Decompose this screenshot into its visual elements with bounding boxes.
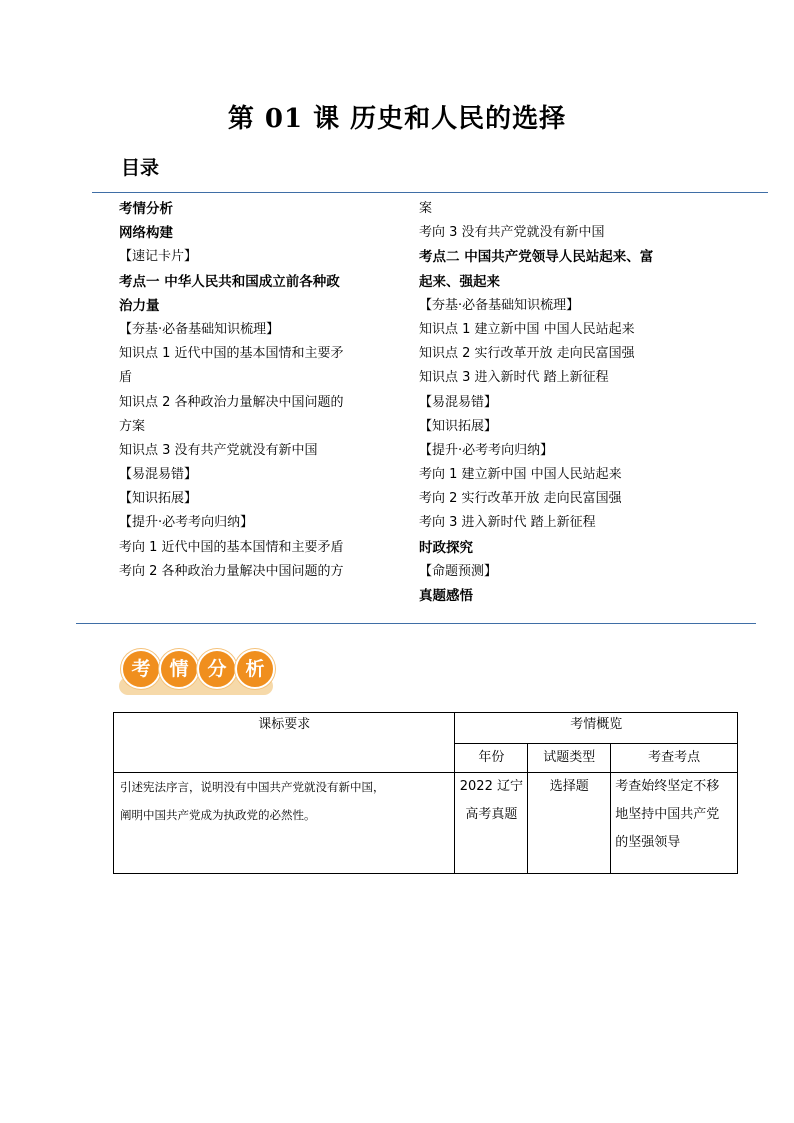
header-curriculum-requirement: 课标要求	[114, 713, 455, 773]
toc-entry[interactable]: 起来、强起来	[419, 273, 500, 290]
badge-char-2: 情	[159, 649, 199, 689]
toc-entry[interactable]: 【易混易错】	[119, 467, 198, 483]
exam-point-line-3: 的坚强领导	[615, 835, 681, 850]
toc-heading: 目录	[121, 157, 160, 179]
toc-right-column	[419, 197, 687, 608]
toc-entry[interactable]: 真题感悟	[419, 588, 473, 604]
toc-entry[interactable]: 知识点 3 进入新时代 踏上新征程	[419, 370, 609, 386]
toc-bottom-divider	[76, 623, 756, 624]
requirement-line-1: 引述宪法序言，说明没有中国共产党就没有新中国，	[120, 780, 385, 794]
toc-entry[interactable]: 知识点 1 近代中国的基本国情和主要矛	[119, 346, 344, 362]
toc-entry[interactable]: 【命题预测】	[419, 563, 498, 579]
toc-entry[interactable]: 考向 3 没有共产党就没有新中国	[419, 225, 605, 241]
badge-char-1: 考	[121, 649, 161, 689]
toc-entry[interactable]: 案	[419, 201, 433, 216]
exam-point-cell	[611, 773, 738, 874]
toc-entry[interactable]: 考向 2 各种政治力量解决中国问题的方	[119, 563, 344, 579]
toc-entry[interactable]: 【知识拓展】	[419, 418, 498, 434]
section-badge-exam-analysis	[119, 647, 277, 699]
toc-entry[interactable]: 【提升·必考考向归纳】	[419, 442, 554, 458]
requirement-line-2: 阐明中国共产党成为执政党的必然性。	[120, 808, 316, 822]
exam-point-line-2: 地坚持中国共产党	[615, 807, 720, 822]
toc-entry[interactable]: 方案	[119, 418, 146, 434]
toc-entry[interactable]: 时政探究	[419, 539, 473, 556]
toc-entry[interactable]: 考向 2 实行改革开放 走向民富国强	[419, 491, 622, 507]
subheader-question-type: 试题类型	[528, 744, 611, 773]
toc-entry[interactable]: 考向 1 建立新中国 中国人民站起来	[419, 467, 622, 483]
year-cell	[455, 773, 528, 874]
toc-entry[interactable]: 盾	[119, 370, 133, 386]
toc-entry[interactable]: 【速记卡片】	[119, 249, 198, 265]
badge-char-3: 分	[197, 649, 237, 689]
toc-entry[interactable]: 【夯基·必备基础知识梳理】	[119, 321, 280, 337]
toc-entry[interactable]: 治力量	[119, 297, 160, 314]
badge-char-4: 析	[235, 649, 275, 689]
exam-point-line-1: 考查始终坚定不移	[615, 779, 720, 794]
header-exam-overview: 考情概览	[455, 713, 738, 744]
toc-entry[interactable]: 知识点 3 没有共产党就没有新中国	[119, 442, 318, 458]
subheader-exam-point: 考查考点	[611, 744, 738, 773]
toc-entry[interactable]: 考点一 中华人民共和国成立前各种政	[119, 273, 340, 290]
toc-entry[interactable]: 网络构建	[119, 225, 173, 242]
exam-analysis-table	[113, 712, 738, 874]
toc-entry[interactable]: 【提升·必考考向归纳】	[119, 515, 254, 531]
page-title: 第 01 课 历史和人民的选择	[227, 104, 567, 134]
toc-entry[interactable]: 知识点 1 建立新中国 中国人民站起来	[419, 321, 635, 337]
question-type-cell: 选择题	[528, 773, 611, 874]
toc-entry[interactable]: 【知识拓展】	[119, 491, 198, 507]
year-line-2: 高考真题	[465, 807, 518, 822]
year-line-1: 2022 辽宁	[459, 779, 523, 794]
toc-entry[interactable]: 考点二 中国共产党领导人民站起来、富	[419, 249, 654, 266]
requirement-cell	[114, 773, 455, 874]
toc-entry[interactable]: 【夯基·必备基础知识梳理】	[419, 297, 580, 313]
toc-left-column	[119, 197, 381, 584]
toc-entry[interactable]: 考向 1 近代中国的基本国情和主要矛盾	[119, 539, 344, 555]
table-row	[114, 773, 738, 874]
toc-entry[interactable]: 考情分析	[119, 201, 173, 217]
toc-top-divider	[92, 192, 768, 193]
toc-entry[interactable]: 知识点 2 各种政治力量解决中国问题的	[119, 394, 344, 410]
toc-entry[interactable]: 知识点 2 实行改革开放 走向民富国强	[419, 346, 635, 362]
subheader-year: 年份	[455, 744, 528, 773]
toc-entry[interactable]: 【易混易错】	[419, 394, 498, 410]
table-header-row	[114, 713, 738, 744]
toc-entry[interactable]: 考向 3 进入新时代 踏上新征程	[419, 515, 596, 531]
